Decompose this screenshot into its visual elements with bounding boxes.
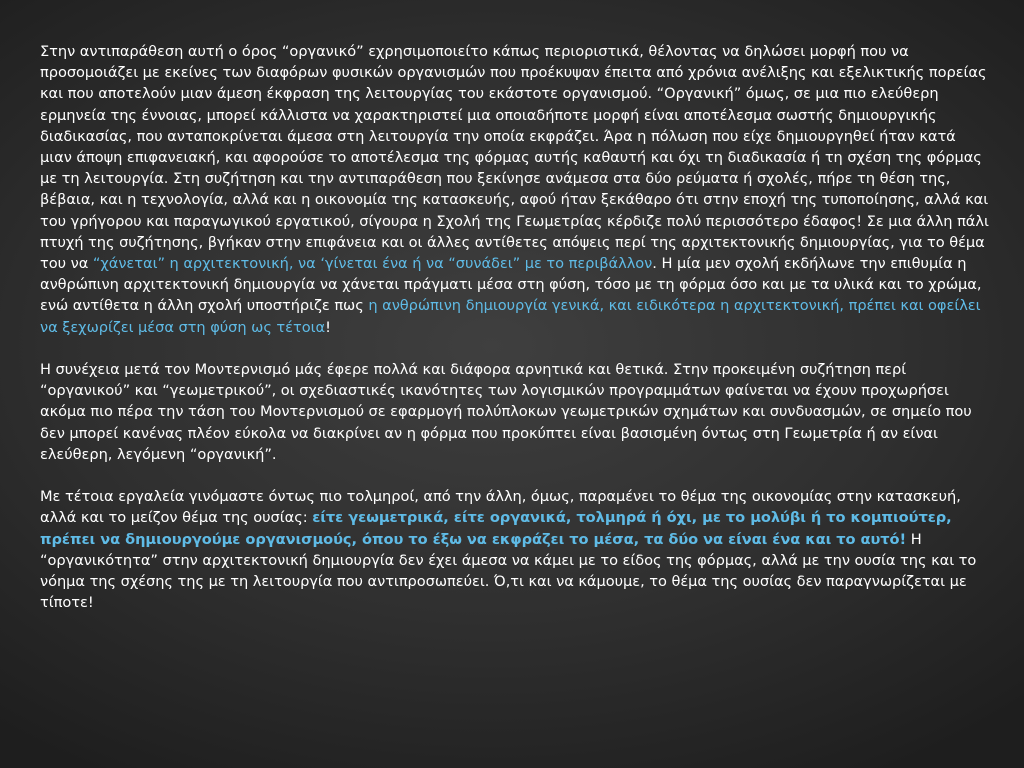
highlight-phrase-distinguish: η ανθρώπινη δημιουργία γενικά, και ειδικότερα η αρχιτεκτονική, πρέπει και οφείλει να ξεχωρίζει μέσα στη φύση ως τέτοια (40, 297, 981, 336)
paragraph-2-text: Η συνέχεια μετά τον Μοντερνισμό μάς έφερε πολλά και διάφορα αρνητικά και θετικά. Στην προκειμένη συζήτηση περί “οργανικού” και “γεωμετρικού”, οι σχεδιαστικές ικανότητες των λογισμικών προγραμμάτων φαίνεται να έχουν προχωρήσει ακόμα πιο πέρα την τάση του Μοντερνισμού σε εφαρμογή πολύπλοκων γεωμετρικών σχημάτων και συνδυασμών, σε σημείο που δεν μπορεί κανένας πλέον εύκολα να διακρίνει αν η φόρμα που προκύπτει είναι βασισμένη όντως στη Γεωμετρία ή αν είναι ελεύθερη, λεγόμενη “οργανική”. (40, 361, 972, 463)
text-body (40, 41, 990, 635)
paragraph-2 (40, 359, 990, 465)
paragraph-3 (40, 486, 990, 613)
paragraph-3-text: Με τέτοια εργαλεία γινόμαστε όντως πιο τολμηροί, από την άλλη, όμως, παραμένει το θέμα της οικονομίας στην κατασκευή, αλλά και το μείζον θέμα της ουσίας: (40, 488, 961, 527)
paragraph-3-text-cont: Η “οργανικότητα” στην αρχιτεκτονική δημιουργία δεν έχει άμεσα να κάμει με το είδος της φόρμας, αλλά με την ουσία της και το νόημα της σχέσης της με τη λειτουργία που αντιπροσωπεύει. Ό,τι και να κάμουμε, το θέμα της ουσίας δεν παραγνωρίζεται με τίποτε! (40, 530, 977, 612)
paragraph-1-end: ! (325, 318, 331, 336)
highlight-phrase-environment: “χάνεται” η αρχιτεκτονική, να ‘γίνεται ένα ή να “συνάδει” με το περιβάλλον (92, 255, 653, 273)
paragraph-1-text: Στην αντιπαράθεση αυτή ο όρος “οργανικό” εχρησιμοποιείτο κάπως περιοριστικά, θέλοντας να δηλώσει μορφή που να προσομοιάζει με εκείνες των διαφόρων φυσικών οργανισμών που προέκυψαν έπειτα από χρόνια ανέλιξης και εξελικτικής πορείας και που αποτελούν μιαν άμεση έκφραση της λειτουργίας του εκάστοτε οργανισμού. “Οργανική” όμως, σε μια πιο ελεύθερη ερμηνεία της έννοιας, μπορεί κάλλιστα να χαρακτηριστεί μια οποιαδήποτε μορφή είναι αποτέλεσμα σωστής δημιουργικής διαδικασίας, που ανταποκρίνεται άμεσα στη λειτουργία την οποία εκφράζει. Άρα η πόλωση που είχε δημιουργηθεί ήταν κατά μιαν άποψη επιφανειακή, και αφορούσε το αποτέλεσμα της φόρμας αυτής καθαυτή και όχι τη διαδικασία ή τη σχέση της φόρμας με τη λειτουργία. Στη συζήτηση και την αντιπαράθεση που ξεκίνησε ανάμεσα στα δύο ρεύματα ή σχολές, πήρε τη θέση της, βέβαια, και η τεχνολογία, αλλά και η οικονομία της κατασκευής, αφού ήταν ξεκάθαρο ότι στην εποχή της τυποποίησης, αλλά και του γρήγορου και παραγωγικού εργατικού, σίγουρα η Σχολή της Γεωμετρίας κέρδιζε πολύ περισσότερο έδαφος! Σε μια άλλη πάλι πτυχή της συζήτησης, βγήκαν στην επιφάνεια και οι άλλες αντίθετες απόψεις περί της αρχιτεκτονικής δημιουργίας, για το θέμα του να (40, 43, 989, 273)
paragraph-1 (40, 41, 990, 338)
paragraph-1-text-cont: . Η μία μεν σχολή εκδήλωνε την επιθυμία η ανθρώπινη αρχιτεκτονική δημιουργία να χάνεται πράγματι μέσα στη φύση, τόσο με τη φόρμα όσο και με τα υλικά και το χρώμα, ενώ αντίθετα η άλλη σχολή υποστήριζε πως (40, 255, 982, 315)
highlight-phrase-organisms: είτε γεωμετρικά, είτε οργανικά, τολμηρά ή όχι, με το μολύβι ή το κομπιούτερ, πρέπει να δημιουργούμε οργανισμούς, όπου το έξω να εκφράζει το μέσα, τα δύο να είναι ένα και το αυτό! (40, 509, 952, 548)
